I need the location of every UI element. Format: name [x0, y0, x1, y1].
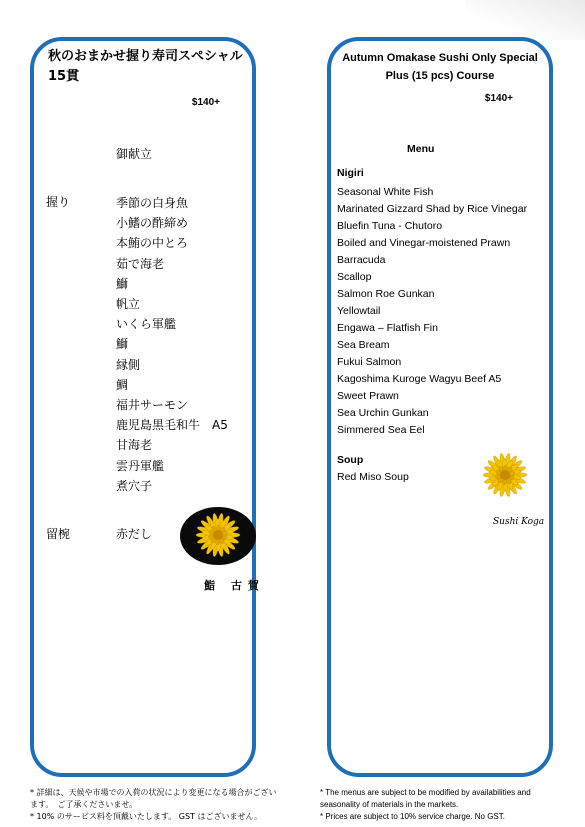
chrysanthemum-image — [467, 447, 543, 505]
jp-menu-item: 鰤 — [116, 337, 129, 352]
jp-menu-item: 福井サーモン — [116, 398, 189, 413]
jp-menu-item: 鰤 — [116, 276, 129, 291]
en-menu-item: Sweet Prawn — [337, 390, 399, 402]
en-footnotes — [320, 787, 570, 823]
jp-title-line2: 15貫 — [48, 69, 80, 84]
en-soup-item: Red Miso Soup — [337, 471, 409, 483]
jp-menu-item: 煮穴子 — [116, 478, 153, 493]
en-soup-label: Soup — [337, 454, 364, 466]
en-menu-item: Seasonal White Fish — [337, 186, 434, 198]
jp-menu-item: 季節の白身魚 — [116, 196, 189, 210]
jp-menu-item: 本鮪の中とろ — [116, 236, 189, 251]
jp-soup-label: 留椀 — [46, 527, 71, 541]
jp-menu-item: 帆立 — [116, 297, 141, 312]
corner-shade — [465, 0, 585, 40]
en-menu-item: Sea Bream — [337, 339, 390, 351]
en-nigiri-label: Nigiri — [337, 167, 364, 179]
en-menu-item: Fukui Salmon — [337, 356, 402, 368]
jp-menu-item: 雲丹軍艦 — [116, 458, 165, 473]
jp-course-title — [48, 47, 243, 87]
jp-price: $140+ — [191, 97, 220, 108]
jp-menu-item: 茹で海老 — [116, 256, 165, 271]
en-note-2: * Prices are subject to 10% service charge. No GST. — [320, 812, 505, 821]
jp-signature: 鮨 古賀 — [204, 579, 265, 592]
jp-menu-item: いくら軍艦 — [116, 317, 177, 332]
en-menu-item: Barracuda — [337, 254, 386, 266]
jp-menu-item: 鹿児島黒毛和牛 A5 — [116, 418, 228, 433]
en-signature: Sushi Koga — [493, 517, 545, 527]
en-menu-item: Sea Urchin Gunkan — [337, 407, 429, 419]
japanese-menu-card — [30, 37, 265, 777]
jp-menu-heading: 御献立 — [116, 147, 153, 161]
jp-soup-item: 赤だし — [116, 527, 153, 541]
jp-menu-item: 鯛 — [116, 377, 129, 392]
english-menu-card — [327, 37, 553, 777]
jp-note-2: * 10% のサービス料を頂戴いたします。 GST はございません。 — [30, 812, 262, 821]
en-menu-item: Marinated Gizzard Shad by Rice Vinegar — [337, 203, 528, 215]
en-menu-item: Scallop — [337, 271, 372, 283]
chrysanthemum-image — [180, 507, 256, 565]
jp-nigiri-label: 握り — [46, 195, 71, 209]
en-nigiri-list — [337, 184, 527, 439]
en-price: $140+ — [484, 93, 513, 104]
en-menu-heading: Menu — [407, 143, 435, 155]
jp-note-1: * 詳細は、天候や市場での入荷の状況により変更になる場合がございます。 ご了承くださいませ。 — [30, 788, 277, 809]
en-course-title: Autumn Omakase Sushi Only Special Plus (15 pcs) Course — [342, 52, 538, 82]
en-menu-item: Boiled and Vinegar-moistened Prawn — [337, 237, 511, 249]
en-menu-item: Yellowtail — [337, 305, 381, 317]
jp-menu-item: 甘海老 — [116, 438, 153, 453]
en-menu-item: Bluefin Tuna - Chutoro — [337, 220, 443, 232]
jp-nigiri-list — [116, 193, 228, 496]
jp-title-line1: 秋のおまかせ握り寿司スペシャル — [48, 49, 243, 64]
jp-footnotes — [30, 787, 280, 823]
en-note-1: * The menus are subject to be modified by availabilities and seasonality of materials in the markets. — [320, 788, 531, 809]
en-menu-item: Simmered Sea Eel — [337, 424, 425, 436]
en-menu-item: Kagoshima Kuroge Wagyu Beef A5 — [337, 373, 502, 385]
jp-menu-item: 縁側 — [116, 357, 141, 372]
jp-menu-item: 小鰭の酢締め — [116, 216, 189, 231]
en-menu-item: Engawa – Flatfish Fin — [337, 322, 438, 334]
en-menu-item: Salmon Roe Gunkan — [337, 288, 435, 300]
